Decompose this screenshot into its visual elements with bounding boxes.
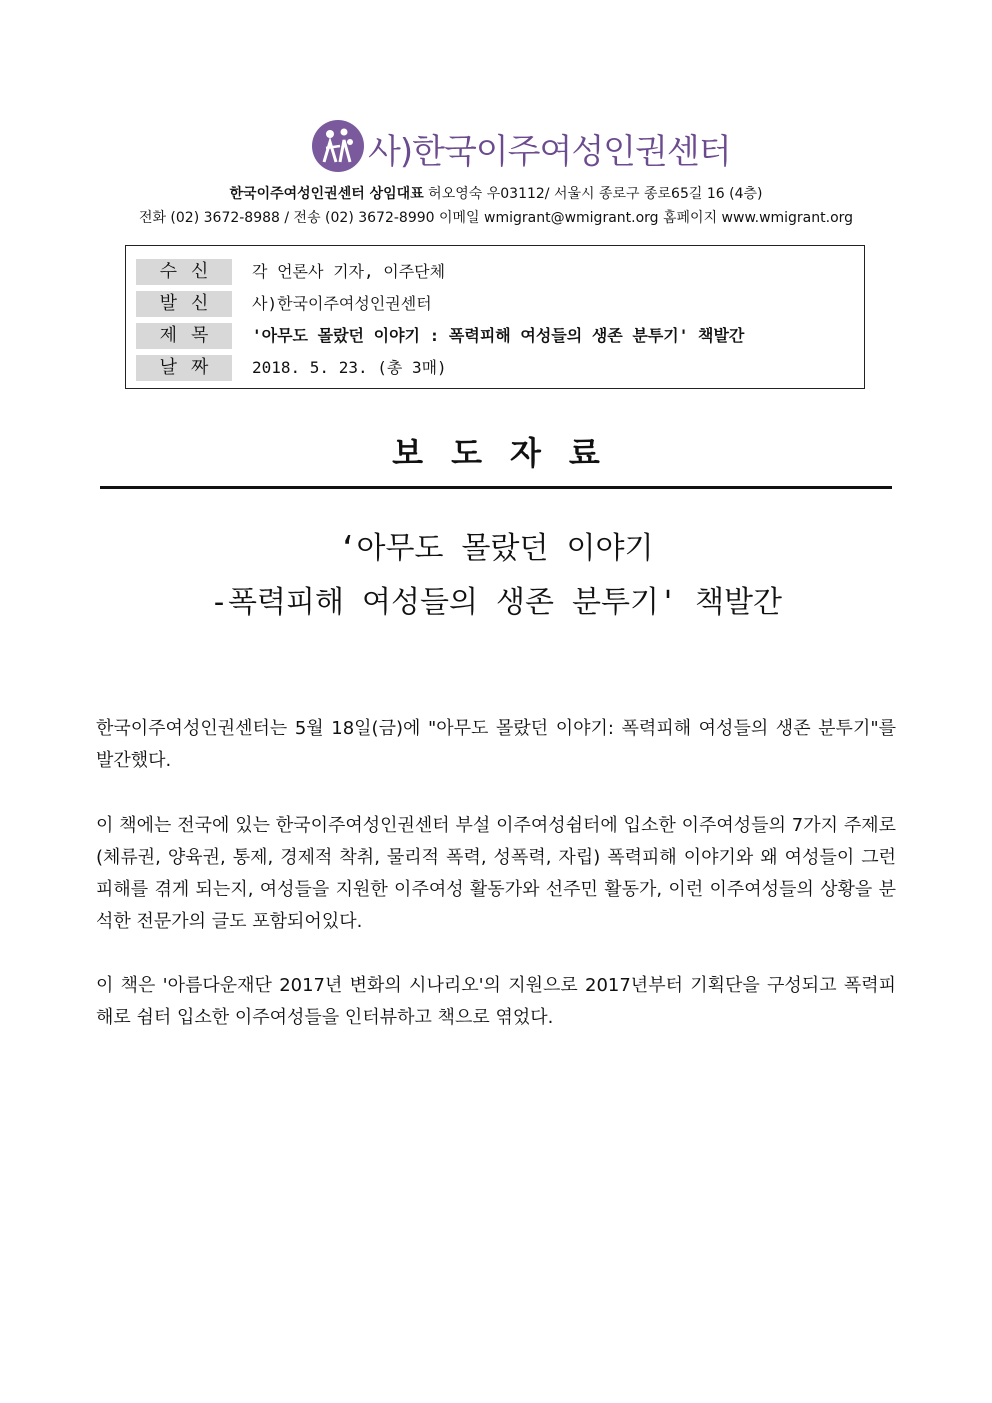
info-row-subject — [136, 323, 856, 349]
info-box — [125, 245, 865, 389]
body-paragraph: 한국이주여성인권센터는 5월 18일(금)에 "아무도 몰랐던 이야기: 폭력피해 여성들의 생존 분투기"를 발간했다. — [96, 718, 896, 771]
info-label: 제목 — [136, 323, 232, 349]
contact-line-1 — [0, 183, 992, 203]
letterhead-logo — [310, 118, 731, 178]
info-label: 수신 — [136, 259, 232, 285]
info-value: 2018. 5. 23. (총 3매) — [252, 358, 447, 377]
info-label: 발신 — [136, 291, 232, 317]
address-text: 허오영숙 우03112/ 서울시 종로구 종로65길 16 (4층) — [423, 186, 763, 202]
title-line-1: ‘아무도 몰랐던 이야기 — [338, 531, 654, 566]
document-type-heading: 보도자료 — [392, 434, 628, 472]
representative-label: 한국이주여성인권센터 상임대표 — [229, 186, 424, 202]
logo-emblem-icon — [310, 118, 366, 174]
heading-divider — [100, 486, 892, 489]
body-paragraph: 이 책은 '아름다운재단 2017년 변화의 시나리오'의 지원으로 2017년부터 기획단을 구성되고 폭력피해로 쉼터 입소한 이주여성들을 인터뷰하고 책으로 엮었다. — [96, 975, 896, 1028]
info-row-date — [136, 355, 856, 381]
org-name: 사)한국이주여성인권센터 — [368, 132, 731, 172]
info-value: 사)한국이주여성인권센터 — [252, 294, 432, 313]
info-row-sender — [136, 291, 856, 317]
body-paragraph: 이 책에는 전국에 있는 한국이주여성인권센터 부설 이주여성쉼터에 입소한 이주여성들의 7가지 주제로(체류권, 양육권, 통제, 경제적 착취, 물리적 폭력, 성폭력, 자립) 폭력피해 이야기와 왜 여성들이 그런 피해를 겪게 되는지, 여성들을 지원한 이주여성 활동가와 선주민 활동가, 이런 이주여성들의 상황을 분석한 전문가의 글도 포함되어있다. — [96, 815, 896, 932]
info-value: 각 언론사 기자, 이주단체 — [252, 262, 446, 281]
contact-line-2: 전화 (02) 3672-8988 / 전송 (02) 3672-8990 이메일 wmigrant@wmigrant.org 홈페이지 www.wmigrant.org — [138, 210, 854, 226]
title-line-2: -폭력피해 여성들의 생존 분투기' 책발간 — [209, 585, 783, 620]
info-row-recipient — [136, 259, 856, 285]
info-label: 날짜 — [136, 355, 232, 381]
info-value: '아무도 몰랐던 이야기 : 폭력피해 여성들의 생존 분투기' 책발간 — [252, 326, 745, 345]
